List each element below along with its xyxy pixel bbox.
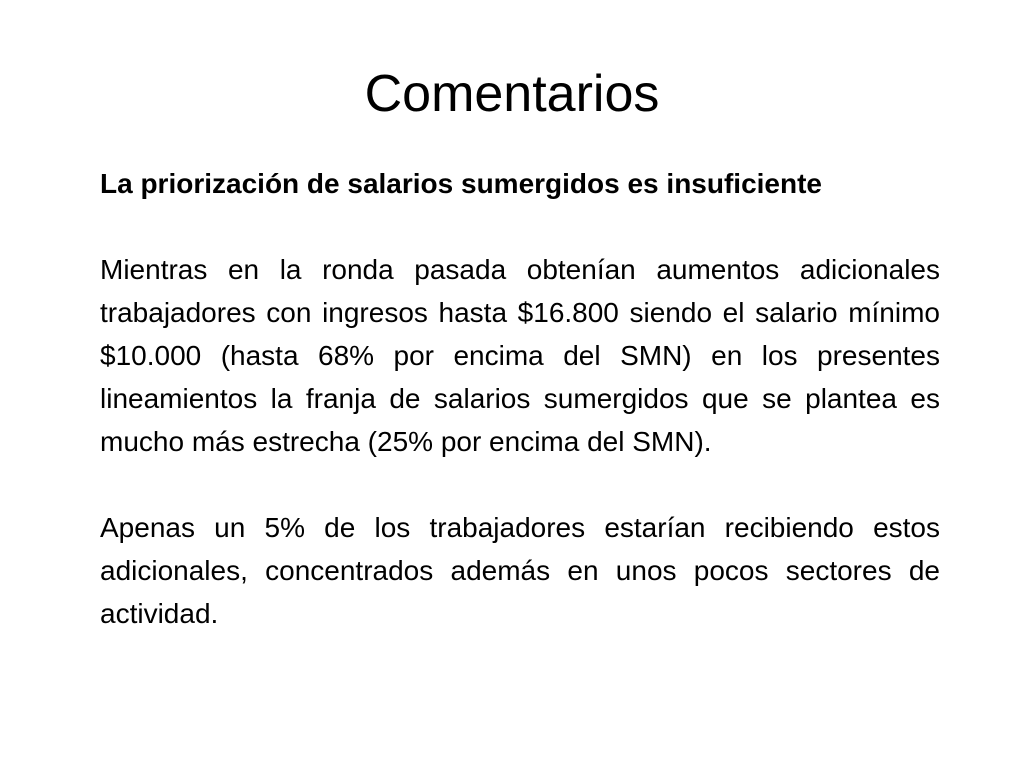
slide-body — [100, 162, 940, 635]
slide-title: Comentarios — [364, 65, 660, 123]
paragraph-salary-range: Mientras en la ronda pasada obtenían aumentos adicionales trabajadores con ingresos hasta $16.800 siendo el salario mínimo $10.000 (hasta 68% por encima del SMN) en los presentes lineamientos la franja de salarios sumergidos que se plantea es mucho más estrecha (25% por encima del SMN). — [100, 254, 940, 457]
slide-subtitle: La priorización de salarios sumergidos es insuficiente — [100, 168, 822, 199]
paragraph-workers-share: Apenas un 5% de los trabajadores estarían recibiendo estos adicionales, concentrados además en unos pocos sectores de actividad. — [100, 512, 940, 629]
